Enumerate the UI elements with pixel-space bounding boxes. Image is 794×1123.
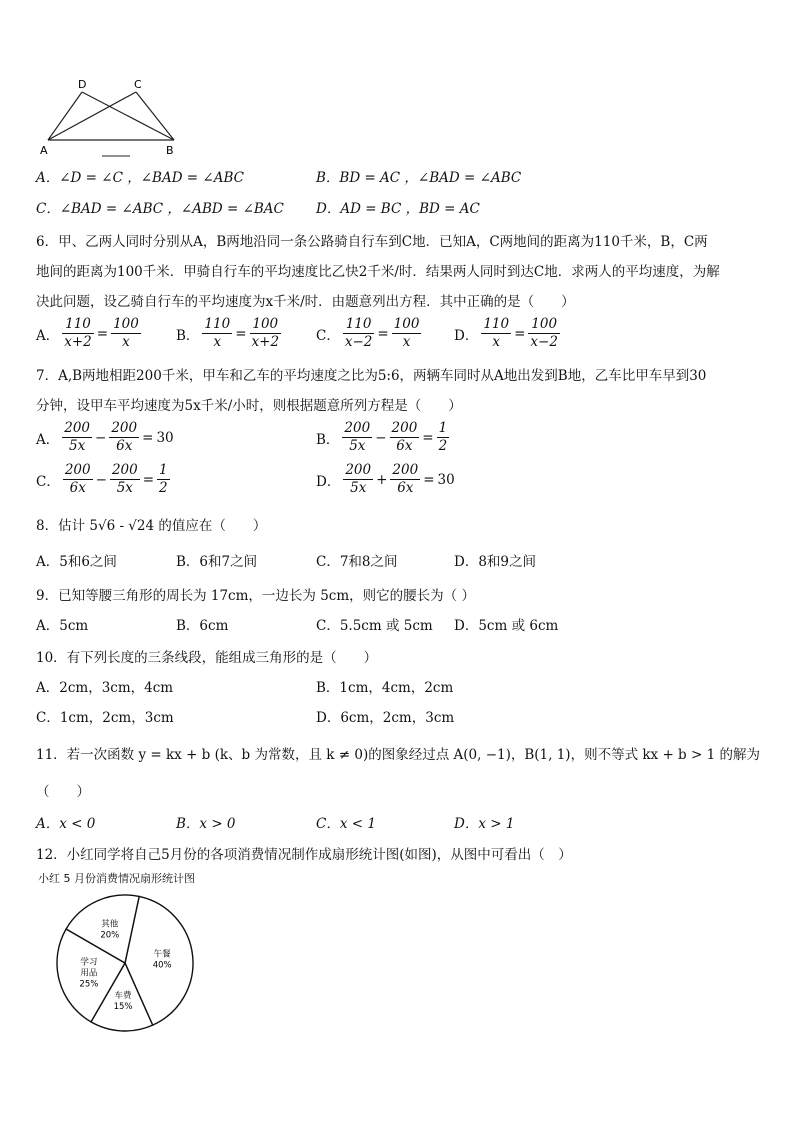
rhs-fraction: $\frac{100}{x-2}$ — [530, 316, 558, 350]
q6-stem-line-2: 地间的距离为100千米．甲骑自行车的平均速度比乙快2千米/时．结果两人同时到达C地．求两人的平均速度，为解 — [36, 264, 720, 280]
option-label: B． — [176, 327, 200, 344]
q7-option-b[interactable] — [316, 420, 449, 455]
pie-slice-label-3: 其他 — [101, 919, 119, 930]
pie-chart — [50, 888, 200, 1038]
q11-option-b[interactable]: B．x > 0 — [176, 816, 236, 832]
equals-sign: = — [423, 471, 435, 488]
term-2-fraction: $\frac{200}{6x}$ — [111, 420, 138, 454]
pie-slice-label-1: 15% — [113, 1001, 133, 1012]
term-2-fraction: $\frac{200}{6x}$ — [392, 462, 419, 496]
equals-sign: = — [514, 325, 526, 342]
q7-option-d[interactable] — [316, 462, 455, 497]
q10-option-a[interactable]: A．2cm，3cm，4cm — [36, 680, 174, 696]
option-label: A． — [36, 327, 60, 344]
q9-option-d[interactable]: D．5cm 或 6cm — [454, 618, 559, 634]
lhs-fraction: $\frac{110}{x-2}$ — [344, 316, 373, 350]
equals-sign: = — [377, 325, 389, 342]
q6-option-d[interactable] — [454, 316, 560, 351]
q9-option-b[interactable]: B．6cm — [176, 618, 229, 634]
term-1-fraction: $\frac{200}{6x}$ — [64, 462, 91, 496]
q7-option-c[interactable] — [36, 462, 170, 497]
lhs-fraction: $\frac{110}{x+2}$ — [64, 316, 92, 350]
operator: − — [95, 429, 107, 446]
q11-stem: 11．若一次函数 y = kx + b (k、b 为常数，且 k ≠ 0)的图象经过点 A(0, −1)，B(1, 1)，则不等式 kx + b > 1 的解为 — [36, 747, 760, 763]
term-1-fraction: $\frac{200}{5x}$ — [64, 420, 91, 454]
q11-option-a[interactable]: A．x < 0 — [36, 816, 96, 832]
lhs-fraction: $\frac{110}{x}$ — [483, 316, 510, 350]
term-2-fraction: $\frac{200}{5x}$ — [111, 462, 138, 496]
q5-option-a[interactable]: A．∠D = ∠C ，∠BAD = ∠ABC — [36, 170, 244, 186]
q8-option-d[interactable]: D．8和9之间 — [454, 554, 537, 570]
q6-option-a[interactable] — [36, 316, 141, 351]
q6-option-b[interactable] — [176, 316, 281, 351]
q5-option-d[interactable]: D．AD = BC ，BD = AC — [316, 201, 480, 217]
operator: − — [375, 429, 387, 446]
rhs-value: 30 — [437, 471, 455, 488]
equals-sign: = — [235, 325, 247, 342]
q10-option-d[interactable]: D．6cm，2cm，3cm — [316, 710, 455, 726]
q11-option-d[interactable]: D．x > 1 — [454, 816, 515, 832]
q5-option-b[interactable]: B．BD = AC ，∠BAD = ∠ABC — [316, 170, 522, 186]
q10-stem: 10．有下列长度的三条线段，能组成三角形的是（ ） — [36, 650, 378, 666]
pie-slice-label-2: 学习 — [80, 957, 98, 968]
rhs-fraction: $\frac{1}{2}$ — [438, 420, 448, 454]
q11-answer-paren: （ ） — [36, 784, 90, 800]
pie-slice-label-0: 40% — [152, 960, 172, 971]
q9-option-c[interactable]: C．5.5cm 或 5cm — [316, 618, 433, 634]
rhs-fraction: $\frac{1}{2}$ — [159, 462, 168, 496]
q6-stem-line-1: 6．甲、乙两人同时分别从A，B两地沿同一条公路骑自行车到C地．已知A，C两地间的距离为110千米，B，C两 — [36, 234, 708, 250]
option-label: B． — [316, 431, 340, 448]
term-2-fraction: $\frac{200}{6x}$ — [391, 420, 418, 454]
pie-slice-label-2: 25% — [79, 979, 99, 990]
pie-slice-label-1: 车费 — [114, 990, 132, 1001]
option-label: D． — [316, 473, 341, 490]
q10-option-b[interactable]: B．1cm，4cm，2cm — [316, 680, 454, 696]
rhs-fraction: $\frac{100}{x+2}$ — [251, 316, 280, 350]
rhs-value: 30 — [156, 429, 174, 446]
pie-slice-label-0: 午餐 — [153, 949, 171, 960]
q6-stem-line-3: 决此问题，设乙骑自行车的平均速度为x千米/时．由题意列出方程．其中正确的是（ ） — [36, 294, 575, 310]
point-c-label: C — [134, 78, 142, 91]
point-a-label: A — [40, 144, 48, 157]
lhs-fraction: $\frac{110}{x}$ — [204, 316, 231, 350]
equals-sign: = — [96, 325, 109, 342]
q8-option-c[interactable]: C．7和8之间 — [316, 554, 398, 570]
option-label: D． — [454, 327, 479, 344]
pie-slice-label-2: 用品 — [80, 968, 98, 979]
rhs-fraction: $\frac{100}{x}$ — [113, 316, 139, 350]
operator: − — [95, 471, 107, 488]
q7-stem-line-1: 7．A,B两地相距200千米，甲车和乙车的平均速度之比为5:6，两辆车同时从A地出发到B地，乙车比甲车早到30 — [36, 368, 707, 384]
quadrilateral-figure — [40, 78, 190, 160]
q8-option-a[interactable]: A．5和6之间 — [36, 554, 117, 570]
option-label: C． — [36, 473, 60, 490]
q6-option-c[interactable] — [316, 316, 421, 351]
q9-stem: 9．已知等腰三角形的周长为 17cm，一边长为 5cm，则它的腰长为（ ） — [36, 588, 475, 604]
pie-chart-title: 小红 5 月份消费情况扇形统计图 — [38, 872, 195, 885]
equals-sign: = — [422, 429, 434, 446]
q10-option-c[interactable]: C．1cm，2cm，3cm — [36, 710, 174, 726]
q12-stem: 12．小红同学将自己5月份的各项消费情况制作成扇形统计图(如图)，从图中可看出（ ） — [36, 847, 572, 863]
term-1-fraction: $\frac{200}{5x}$ — [345, 462, 372, 496]
point-b-label: B — [166, 144, 174, 157]
operator: + — [376, 471, 388, 488]
q7-stem-line-2: 分钟，设甲车平均速度为5x千米/小时，则根据题意所列方程是（ ） — [36, 398, 462, 414]
option-label: A． — [36, 431, 60, 448]
equals-sign: = — [142, 471, 155, 488]
term-1-fraction: $\frac{200}{5x}$ — [344, 420, 371, 454]
rhs-fraction: $\frac{100}{x}$ — [393, 316, 420, 350]
equals-sign: = — [142, 429, 154, 446]
q5-option-c[interactable]: C．∠BAD = ∠ABC ，∠ABD = ∠BAC — [36, 201, 284, 217]
option-label: C． — [316, 327, 340, 344]
q7-option-a[interactable] — [36, 420, 174, 455]
q8-option-b[interactable]: B．6和7之间 — [176, 554, 258, 570]
pie-slice-label-3: 20% — [100, 930, 120, 941]
q9-option-a[interactable]: A．5cm — [36, 618, 89, 634]
point-d-label: D — [78, 78, 87, 91]
q11-option-c[interactable]: C．x < 1 — [316, 816, 376, 832]
q8-stem: 8．估计 5√6 - √24 的值应在（ ） — [36, 518, 267, 534]
